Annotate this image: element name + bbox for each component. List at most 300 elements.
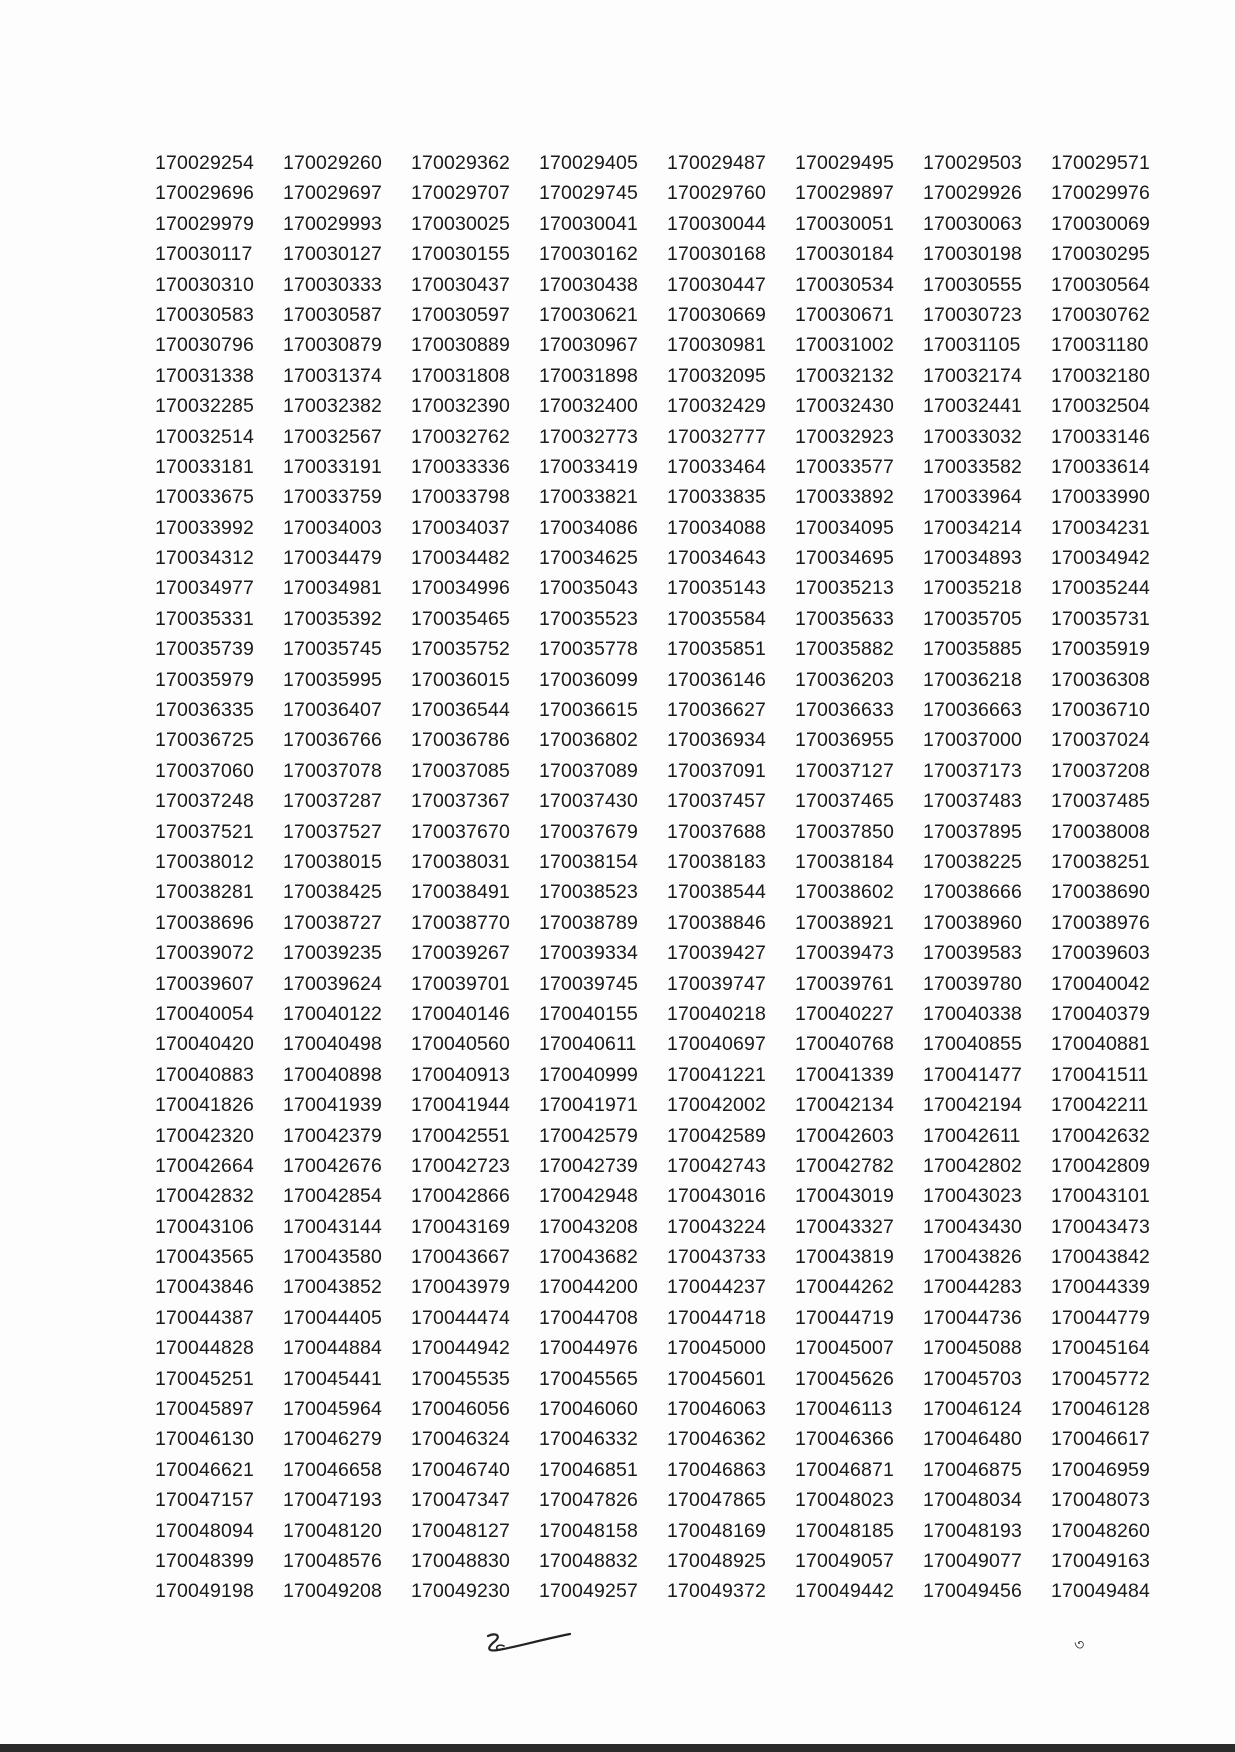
roll-number-cell: 170036335 xyxy=(155,699,254,722)
roll-number-cell: 170040883 xyxy=(155,1063,254,1086)
roll-number-cell: 170038008 xyxy=(1051,820,1150,843)
roll-number-cell: 170031338 xyxy=(155,364,254,387)
roll-number-cell: 170035739 xyxy=(155,638,254,661)
roll-number-cell: 170049077 xyxy=(923,1549,1022,1572)
roll-number-cell: 170029254 xyxy=(155,152,254,174)
roll-number-cell: 170045164 xyxy=(1051,1337,1150,1360)
roll-number-cell: 170033798 xyxy=(411,486,510,509)
roll-number-cell: 170037527 xyxy=(283,820,382,843)
roll-number-cell: 170046130 xyxy=(155,1428,254,1451)
roll-number-cell: 170040560 xyxy=(411,1033,510,1056)
roll-number-cell: 170044719 xyxy=(795,1306,894,1329)
roll-number-cell: 170037850 xyxy=(795,820,894,843)
roll-number-cell: 170032285 xyxy=(155,395,254,418)
roll-number-cell: 170048185 xyxy=(795,1519,894,1542)
roll-number-cell: 170033464 xyxy=(667,455,766,478)
roll-number-cell: 170041944 xyxy=(411,1094,510,1117)
roll-number-cell: 170034003 xyxy=(283,516,382,539)
roll-number-cell: 170035745 xyxy=(283,638,382,661)
roll-number-cell: 170039761 xyxy=(795,972,894,995)
roll-number-cell: 170044736 xyxy=(923,1306,1022,1329)
roll-number-cell: 170045251 xyxy=(155,1367,254,1390)
roll-number-cell: 170032773 xyxy=(539,425,638,448)
roll-number-cell: 170043016 xyxy=(667,1185,766,1208)
roll-number-cell: 170045007 xyxy=(795,1337,894,1360)
roll-number-cell: 170030671 xyxy=(795,303,894,326)
roll-number-cell: 170048073 xyxy=(1051,1489,1150,1512)
roll-number-cell: 170035979 xyxy=(155,668,254,691)
roll-number-cell: 170039267 xyxy=(411,942,510,965)
roll-number-cell: 170040999 xyxy=(539,1063,638,1086)
roll-number-cell: 170032400 xyxy=(539,395,638,418)
roll-number-cell: 170038602 xyxy=(795,881,894,904)
roll-number-cell: 170043565 xyxy=(155,1246,254,1269)
roll-number-cell: 170032390 xyxy=(411,395,510,418)
roll-number-cell: 170042589 xyxy=(667,1124,766,1147)
roll-number-cell: 170032567 xyxy=(283,425,382,448)
roll-number-cell: 170040155 xyxy=(539,1002,638,1025)
roll-number-cell: 170036725 xyxy=(155,729,254,752)
roll-number-cell: 170044283 xyxy=(923,1276,1022,1299)
roll-number-cell: 170044708 xyxy=(539,1306,638,1329)
roll-number-cell: 170040146 xyxy=(411,1002,510,1025)
roll-number-cell: 170041826 xyxy=(155,1094,254,1117)
roll-number-cell: 170039780 xyxy=(923,972,1022,995)
roll-number-cell: 170033821 xyxy=(539,486,638,509)
roll-number-cell: 170030583 xyxy=(155,303,254,326)
roll-number-cell: 170035851 xyxy=(667,638,766,661)
roll-number-cell: 170029897 xyxy=(795,182,894,205)
roll-number-cell: 170037688 xyxy=(667,820,766,843)
roll-number-cell: 170033032 xyxy=(923,425,1022,448)
roll-number-cell: 170038770 xyxy=(411,911,510,934)
roll-number-cell: 170042743 xyxy=(667,1154,766,1177)
roll-number-cell: 170029707 xyxy=(411,182,510,205)
roll-number-cell: 170032762 xyxy=(411,425,510,448)
roll-number-cell: 170042809 xyxy=(1051,1154,1150,1177)
roll-number-cell: 170034088 xyxy=(667,516,766,539)
roll-number-cell: 170046279 xyxy=(283,1428,382,1451)
roll-number-cell: 170033191 xyxy=(283,455,382,478)
roll-number-cell: 170035043 xyxy=(539,577,638,600)
roll-number-cell: 170030041 xyxy=(539,212,638,235)
roll-number-cell: 170043682 xyxy=(539,1246,638,1269)
roll-number-cell: 170032180 xyxy=(1051,364,1150,387)
roll-number-cell: 170046621 xyxy=(155,1458,254,1481)
roll-number-cell: 170029979 xyxy=(155,212,254,235)
roll-number-cell: 170042866 xyxy=(411,1185,510,1208)
roll-number-cell: 170030155 xyxy=(411,243,510,266)
roll-number-cell: 170048832 xyxy=(539,1549,638,1572)
roll-number-cell: 170037060 xyxy=(155,759,254,782)
roll-number-cell: 170038225 xyxy=(923,850,1022,873)
roll-number-cell: 170044779 xyxy=(1051,1306,1150,1329)
roll-number-cell: 170029260 xyxy=(283,152,382,174)
roll-number-cell: 170036407 xyxy=(283,699,382,722)
roll-number-cell: 170038251 xyxy=(1051,850,1150,873)
roll-number-cell: 170046658 xyxy=(283,1458,382,1481)
roll-number-cell: 170030796 xyxy=(155,334,254,357)
roll-number-cell: 170049163 xyxy=(1051,1549,1150,1572)
roll-number-cell: 170029993 xyxy=(283,212,382,235)
roll-number-cell: 170029976 xyxy=(1051,182,1150,205)
roll-number-cell: 170035885 xyxy=(923,638,1022,661)
roll-number-cell: 170037089 xyxy=(539,759,638,782)
roll-number-cell: 170038789 xyxy=(539,911,638,934)
roll-number-cell: 170038696 xyxy=(155,911,254,934)
roll-number-cell: 170042551 xyxy=(411,1124,510,1147)
roll-number-cell: 170045601 xyxy=(667,1367,766,1390)
roll-number-cell: 170029495 xyxy=(795,152,894,174)
roll-number-cell: 170039603 xyxy=(1051,942,1150,965)
roll-number-cell: 170043733 xyxy=(667,1246,766,1269)
roll-number-cell: 170030447 xyxy=(667,273,766,296)
roll-number-cell: 170034643 xyxy=(667,547,766,570)
roll-number-cell: 170043473 xyxy=(1051,1215,1150,1238)
roll-number-cell: 170042632 xyxy=(1051,1124,1150,1147)
roll-number-cell: 170030981 xyxy=(667,334,766,357)
roll-number-cell: 170049456 xyxy=(923,1580,1022,1603)
roll-number-cell: 170037091 xyxy=(667,759,766,782)
roll-number-cell: 170030198 xyxy=(923,243,1022,266)
roll-number-cell: 170048127 xyxy=(411,1519,510,1542)
roll-number-cell: 170040420 xyxy=(155,1033,254,1056)
roll-number-cell: 170046480 xyxy=(923,1428,1022,1451)
roll-number-cell: 170030879 xyxy=(283,334,382,357)
roll-number-cell: 170045441 xyxy=(283,1367,382,1390)
roll-number-cell: 170036633 xyxy=(795,699,894,722)
roll-number-cell: 170043169 xyxy=(411,1215,510,1238)
roll-number-cell: 170032132 xyxy=(795,364,894,387)
roll-number-cell: 170034893 xyxy=(923,547,1022,570)
roll-number-cell: 170033892 xyxy=(795,486,894,509)
roll-number-cell: 170046863 xyxy=(667,1458,766,1481)
roll-number-cell: 170034095 xyxy=(795,516,894,539)
roll-number-cell: 170030310 xyxy=(155,273,254,296)
roll-number-cell: 170046056 xyxy=(411,1398,510,1421)
roll-number-cell: 170034312 xyxy=(155,547,254,570)
roll-number-cell: 170031898 xyxy=(539,364,638,387)
roll-number-cell: 170043580 xyxy=(283,1246,382,1269)
roll-number-cell: 170037521 xyxy=(155,820,254,843)
roll-number-cell: 170042320 xyxy=(155,1124,254,1147)
roll-number-cell: 170033964 xyxy=(923,486,1022,509)
roll-number-cell: 170042134 xyxy=(795,1094,894,1117)
roll-number-cell: 170042832 xyxy=(155,1185,254,1208)
roll-number-cell: 170045772 xyxy=(1051,1367,1150,1390)
roll-number-cell: 170041511 xyxy=(1051,1063,1149,1086)
roll-number-cell: 170034214 xyxy=(923,516,1022,539)
roll-number-cell: 170042676 xyxy=(283,1154,382,1177)
roll-number-cell: 170039235 xyxy=(283,942,382,965)
roll-number-cell: 170030333 xyxy=(283,273,382,296)
roll-number-cell: 170046362 xyxy=(667,1428,766,1451)
roll-number-cell: 170029487 xyxy=(667,152,766,174)
roll-number-cell: 170042782 xyxy=(795,1154,894,1177)
roll-number-cell: 170044884 xyxy=(283,1337,382,1360)
roll-number-cell: 170040611 xyxy=(539,1033,637,1056)
roll-number-cell: 170046366 xyxy=(795,1428,894,1451)
roll-number-cell: 170036627 xyxy=(667,699,766,722)
roll-number-cell: 170035919 xyxy=(1051,638,1150,661)
roll-number-cell: 170030117 xyxy=(155,243,253,266)
roll-number-cell: 170043023 xyxy=(923,1185,1022,1208)
roll-number-cell: 170034942 xyxy=(1051,547,1150,570)
roll-number-cell: 170033181 xyxy=(155,455,254,478)
roll-number-cell: 170031180 xyxy=(1051,334,1149,357)
roll-number-cell: 170040855 xyxy=(923,1033,1022,1056)
roll-number-cell: 170048034 xyxy=(923,1489,1022,1512)
roll-number-cell: 170043826 xyxy=(923,1246,1022,1269)
roll-number-cell: 170032504 xyxy=(1051,395,1150,418)
roll-number-cell: 170030069 xyxy=(1051,212,1150,235)
roll-number-cell: 170035143 xyxy=(667,577,766,600)
roll-number-cell: 170036786 xyxy=(411,729,510,752)
roll-number-cell: 170030127 xyxy=(283,243,382,266)
roll-number-cell: 170046128 xyxy=(1051,1398,1150,1421)
roll-number-cell: 170040218 xyxy=(667,1002,766,1025)
roll-number-cell: 170030889 xyxy=(411,334,510,357)
roll-number-cell: 170033614 xyxy=(1051,455,1150,478)
roll-number-cell: 170043846 xyxy=(155,1276,254,1299)
roll-number-cell: 170043852 xyxy=(283,1276,382,1299)
roll-number-cell: 170030621 xyxy=(539,303,638,326)
roll-number-cell: 170047865 xyxy=(667,1489,766,1512)
roll-number-cell: 170033577 xyxy=(795,455,894,478)
roll-number-cell: 170045535 xyxy=(411,1367,510,1390)
roll-number-cell: 170041939 xyxy=(283,1094,382,1117)
roll-number-cell: 170040898 xyxy=(283,1063,382,1086)
roll-number-cell: 170033675 xyxy=(155,486,254,509)
roll-number-cell: 170039745 xyxy=(539,972,638,995)
roll-number-cell: 170039427 xyxy=(667,942,766,965)
roll-number-cell: 170040042 xyxy=(1051,972,1150,995)
roll-number-cell: 170043208 xyxy=(539,1215,638,1238)
roll-number-cell: 170046959 xyxy=(1051,1458,1150,1481)
roll-number-cell: 170029503 xyxy=(923,152,1022,174)
roll-number-cell: 170031002 xyxy=(795,334,894,357)
roll-number-cell: 170044200 xyxy=(539,1276,638,1299)
roll-number-cell: 170032174 xyxy=(923,364,1022,387)
roll-number-cell: 170038154 xyxy=(539,850,638,873)
roll-number-cell: 170030437 xyxy=(411,273,510,296)
roll-number-cell: 170030044 xyxy=(667,212,766,235)
roll-number-cell: 170035731 xyxy=(1051,607,1150,630)
roll-number-cell: 170036308 xyxy=(1051,668,1150,691)
roll-number-cell: 170034981 xyxy=(283,577,382,600)
roll-number-cell: 170043224 xyxy=(667,1215,766,1238)
roll-number-cell: 170046324 xyxy=(411,1428,510,1451)
roll-number-cell: 170044718 xyxy=(667,1306,766,1329)
roll-number-cell: 170042579 xyxy=(539,1124,638,1147)
roll-number-cell: 170041971 xyxy=(539,1094,638,1117)
roll-number-cell: 170047157 xyxy=(155,1489,254,1512)
roll-number-cell: 170030564 xyxy=(1051,273,1150,296)
roll-number-cell: 170042723 xyxy=(411,1154,510,1177)
roll-number-cell: 170038544 xyxy=(667,881,766,904)
roll-number-cell: 170035633 xyxy=(795,607,894,630)
roll-number-cell: 170045703 xyxy=(923,1367,1022,1390)
scan-edge xyxy=(0,1744,1235,1752)
roll-number-cell: 170045000 xyxy=(667,1337,766,1360)
roll-number-cell: 170030723 xyxy=(923,303,1022,326)
roll-number-cell: 170035244 xyxy=(1051,577,1150,600)
roll-number-cell: 170046740 xyxy=(411,1458,510,1481)
roll-number-cell: 170048120 xyxy=(283,1519,382,1542)
roll-number-cell: 170042739 xyxy=(539,1154,638,1177)
roll-number-cell: 170034479 xyxy=(283,547,382,570)
roll-number-cell: 170036663 xyxy=(923,699,1022,722)
roll-number-cell: 170030534 xyxy=(795,273,894,296)
roll-number-cell: 170032430 xyxy=(795,395,894,418)
roll-number-cell: 170049372 xyxy=(667,1580,766,1603)
roll-number-cell: 170043327 xyxy=(795,1215,894,1238)
roll-number-cell: 170048169 xyxy=(667,1519,766,1542)
roll-number-cell: 170049198 xyxy=(155,1580,254,1603)
roll-number-cell: 170040498 xyxy=(283,1033,382,1056)
roll-number-cell: 170044339 xyxy=(1051,1276,1150,1299)
roll-number-cell: 170039583 xyxy=(923,942,1022,965)
roll-number-cell: 170037287 xyxy=(283,790,382,813)
roll-number-cell: 170038960 xyxy=(923,911,1022,934)
roll-number-cell: 170043144 xyxy=(283,1215,382,1238)
roll-number-cell: 170036802 xyxy=(539,729,638,752)
roll-number-cell: 170035213 xyxy=(795,577,894,600)
roll-number-cell: 170037465 xyxy=(795,790,894,813)
roll-number-cell: 170046875 xyxy=(923,1458,1022,1481)
roll-number-cell: 170033835 xyxy=(667,486,766,509)
roll-number-cell: 170038690 xyxy=(1051,881,1150,904)
roll-number-cell: 170036218 xyxy=(923,668,1022,691)
roll-number-cell: 170044828 xyxy=(155,1337,254,1360)
roll-number-cell: 170036955 xyxy=(795,729,894,752)
roll-number-cell: 170039072 xyxy=(155,942,254,965)
roll-number-cell: 170037208 xyxy=(1051,759,1150,782)
roll-number-cell: 170030669 xyxy=(667,303,766,326)
roll-number-cell: 170037367 xyxy=(411,790,510,813)
roll-number-cell: 170033759 xyxy=(283,486,382,509)
roll-number-cell: 170035218 xyxy=(923,577,1022,600)
roll-number-cell: 170043101 xyxy=(1051,1185,1150,1208)
roll-number-cell: 170034977 xyxy=(155,577,254,600)
roll-number-cell: 170046060 xyxy=(539,1398,638,1421)
roll-number-cell: 170042211 xyxy=(1051,1094,1149,1117)
roll-number-cell: 170034996 xyxy=(411,577,510,600)
roll-number-cell: 170034086 xyxy=(539,516,638,539)
roll-number-cell: 170029571 xyxy=(1051,152,1150,174)
roll-number-cell: 170040768 xyxy=(795,1033,894,1056)
roll-number-cell: 170035995 xyxy=(283,668,382,691)
roll-number-cell: 170049208 xyxy=(283,1580,382,1603)
roll-number-cell: 170034695 xyxy=(795,547,894,570)
roll-number-cell: 170036544 xyxy=(411,699,510,722)
roll-number-cell: 170046871 xyxy=(795,1458,894,1481)
roll-number-cell: 170035523 xyxy=(539,607,638,630)
roll-number-cell: 170036099 xyxy=(539,668,638,691)
roll-number-cell: 170038425 xyxy=(283,881,382,904)
roll-number-cell: 170033146 xyxy=(1051,425,1150,448)
roll-number-cell: 170036766 xyxy=(283,729,382,752)
roll-number-cell: 170034482 xyxy=(411,547,510,570)
roll-number-cell: 170040227 xyxy=(795,1002,894,1025)
page-number: ৩ xyxy=(1074,1635,1085,1654)
roll-number-cell: 170030555 xyxy=(923,273,1022,296)
roll-number-cell: 170042854 xyxy=(283,1185,382,1208)
roll-number-cell: 170047193 xyxy=(283,1489,382,1512)
roll-number-cell: 170035465 xyxy=(411,607,510,630)
roll-number-cell: 170048158 xyxy=(539,1519,638,1542)
roll-number-cell: 170037679 xyxy=(539,820,638,843)
roll-number-cell: 170029745 xyxy=(539,182,638,205)
roll-number-cell: 170037670 xyxy=(411,820,510,843)
roll-number-cell: 170038015 xyxy=(283,850,382,873)
roll-number-cell: 170039701 xyxy=(411,972,510,995)
roll-number-cell: 170038976 xyxy=(1051,911,1150,934)
roll-number-cell: 170049484 xyxy=(1051,1580,1150,1603)
roll-number-cell: 170038031 xyxy=(411,850,510,873)
roll-number-cell: 170030438 xyxy=(539,273,638,296)
roll-number-cell: 170032441 xyxy=(923,395,1022,418)
roll-number-cell: 170039747 xyxy=(667,972,766,995)
roll-number-cell: 170029362 xyxy=(411,152,510,174)
roll-number-cell: 170044237 xyxy=(667,1276,766,1299)
roll-number-cell: 170036615 xyxy=(539,699,638,722)
roll-number-cell: 170043667 xyxy=(411,1246,510,1269)
roll-number-cell: 170032923 xyxy=(795,425,894,448)
roll-number-cell: 170033582 xyxy=(923,455,1022,478)
roll-number-cell: 170037085 xyxy=(411,759,510,782)
roll-number-cell: 170048260 xyxy=(1051,1519,1150,1542)
roll-number-grid xyxy=(155,148,1179,1607)
roll-number-cell: 170042611 xyxy=(923,1124,1021,1147)
roll-number-cell: 170036146 xyxy=(667,668,766,691)
roll-number-cell: 170044262 xyxy=(795,1276,894,1299)
roll-number-cell: 170038012 xyxy=(155,850,254,873)
roll-number-cell: 170030168 xyxy=(667,243,766,266)
roll-number-cell: 170035705 xyxy=(923,607,1022,630)
roll-number-cell: 170040881 xyxy=(1051,1033,1150,1056)
roll-number-cell: 170043019 xyxy=(795,1185,894,1208)
roll-number-cell: 170031808 xyxy=(411,364,510,387)
roll-number-cell: 170032429 xyxy=(667,395,766,418)
roll-number-cell: 170040054 xyxy=(155,1002,254,1025)
roll-number-cell: 170043819 xyxy=(795,1246,894,1269)
roll-number-cell: 170044942 xyxy=(411,1337,510,1360)
roll-number-cell: 170048094 xyxy=(155,1519,254,1542)
roll-number-cell: 170034625 xyxy=(539,547,638,570)
roll-number-cell: 170046332 xyxy=(539,1428,638,1451)
roll-number-cell: 170030762 xyxy=(1051,303,1150,326)
roll-number-cell: 170035584 xyxy=(667,607,766,630)
roll-number-cell: 170029697 xyxy=(283,182,382,205)
roll-number-cell: 170037078 xyxy=(283,759,382,782)
roll-number-cell: 170037024 xyxy=(1051,729,1150,752)
roll-number-cell: 170036015 xyxy=(411,668,510,691)
roll-number-cell: 170041221 xyxy=(667,1063,766,1086)
roll-number-cell: 170037127 xyxy=(795,759,894,782)
roll-number-cell: 170042948 xyxy=(539,1185,638,1208)
roll-number-cell: 170046063 xyxy=(667,1398,766,1421)
roll-number-cell: 170045088 xyxy=(923,1337,1022,1360)
roll-number-cell: 170029926 xyxy=(923,182,1022,205)
roll-number-cell: 170047826 xyxy=(539,1489,638,1512)
roll-number-cell: 170046124 xyxy=(923,1398,1022,1421)
roll-number-cell: 170035778 xyxy=(539,638,638,661)
roll-number-cell: 170032514 xyxy=(155,425,254,448)
roll-number-cell: 170044405 xyxy=(283,1306,382,1329)
roll-number-cell: 170038183 xyxy=(667,850,766,873)
roll-number-cell: 170041339 xyxy=(795,1063,894,1086)
